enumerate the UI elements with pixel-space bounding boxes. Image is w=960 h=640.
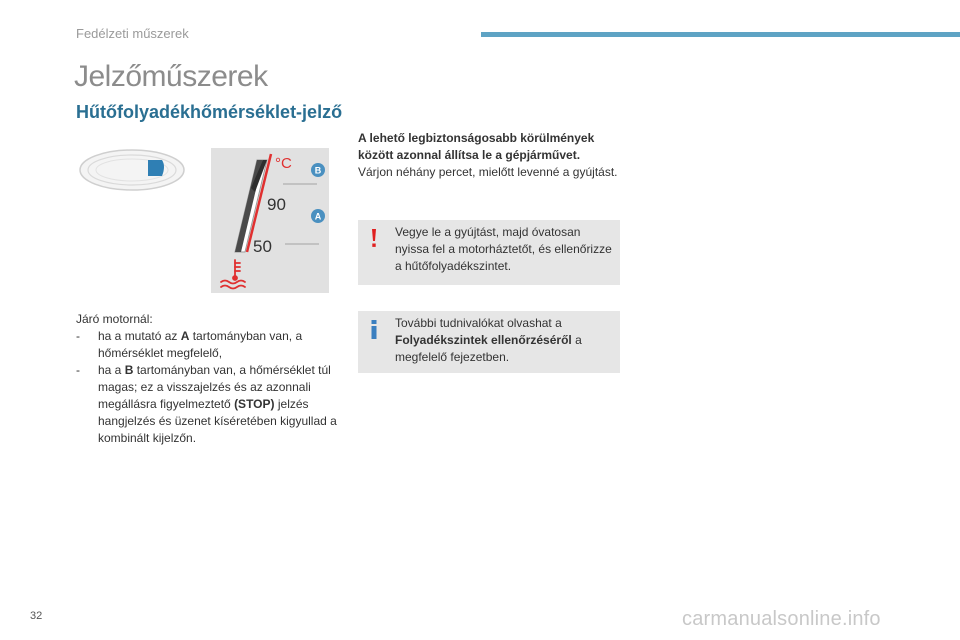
list-dash: - — [76, 363, 80, 377]
warning-note-text: Vegye le a gyújtást, majd óvatosan nyissa fel a motorháztetőt, és ellenőrizze a hűtőfolyadékszintet. — [395, 225, 612, 273]
info-note-text: További tudnivalókat olvashat a Folyadékszintek ellenőrzéséről a megfelelő fejezetben. — [395, 316, 582, 364]
coolant-temperature-icon — [221, 260, 245, 289]
gauge-unit: °C — [275, 155, 292, 172]
info-note — [358, 311, 620, 373]
condition-list — [76, 328, 346, 447]
coolant-gauge-illustration — [211, 148, 329, 293]
list-item: - ha a B tartományban van, a hőmérséklet túl magas; ez a visszajelzés és az azonnali megállásra figyelmeztető (STOP) jelzés hangjelzés és üzenet kíséretében kigyullad a kombinált kijelzőn. — [76, 363, 337, 445]
exclamation-icon — [366, 226, 382, 250]
gauge-label-90: 90 — [267, 195, 286, 214]
stop-instruction-bold: A lehető legbiztonságosabb körülmények között azonnal állítsa le a gépjárművet. — [358, 131, 595, 162]
page-number: 32 — [30, 610, 43, 622]
section-subtitle: Hűtőfolyadékhőmérséklet-jelző — [76, 102, 343, 122]
info-icon — [366, 317, 382, 341]
section-label: Fedélzeti műszerek — [76, 26, 189, 41]
list-dash: - — [76, 329, 80, 343]
intro-text: Járó motornál: — [76, 312, 153, 326]
zone-a-label: A — [314, 211, 322, 222]
page-title: Jelzőműszerek — [74, 60, 268, 93]
list-item: - ha a mutató az A tartományban van, a hőmérséklet megfelelő, — [76, 329, 303, 360]
engine-running-description — [76, 311, 346, 447]
warning-note — [358, 220, 620, 285]
watermark: carmanualsonline.info — [682, 608, 881, 630]
stop-instruction-text: Várjon néhány percet, mielőtt levenné a gyújtást. — [358, 165, 618, 179]
stop-instruction — [358, 130, 620, 181]
gauge-label-50: 50 — [253, 237, 272, 256]
header-accent-bar — [481, 32, 960, 37]
instrument-cluster-thumbnail — [78, 148, 186, 192]
zone-b-label: B — [314, 165, 322, 176]
